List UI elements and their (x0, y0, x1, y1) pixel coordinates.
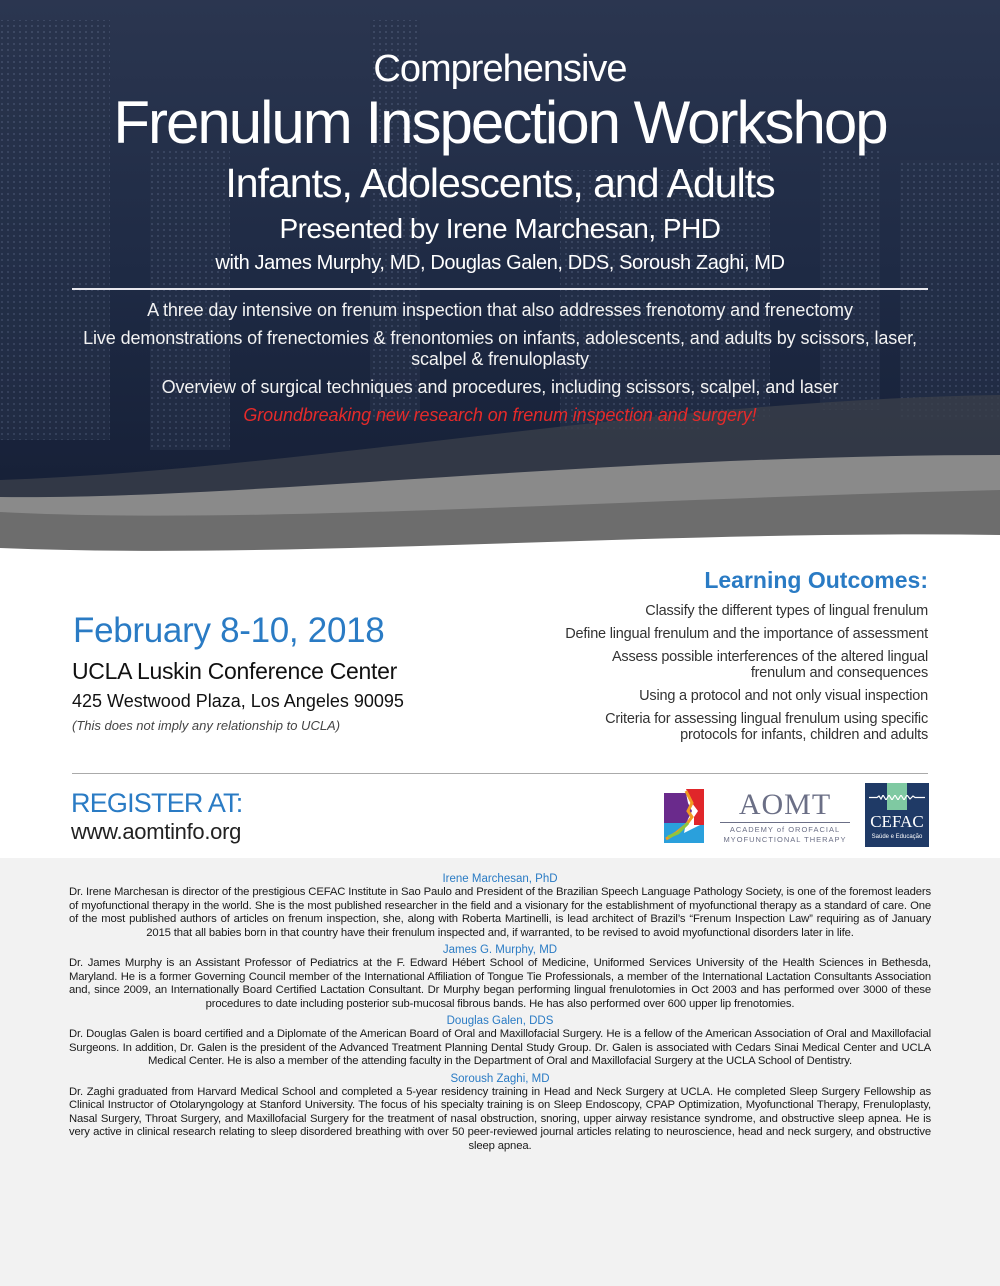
event-date: February 8-10, 2018 (73, 611, 385, 650)
outcome-item: Assess possible interferences of the altered lingual frenulum and consequences (611, 649, 928, 681)
bio-name: Irene Marchesan, PhD (442, 873, 558, 885)
aomt-logo (718, 790, 852, 845)
highlight-item: Overview of surgical techniques and procedures, including scissors, scalpel, and laser (161, 377, 839, 397)
speaker-bios (0, 858, 1000, 1286)
learning-outcomes-title: Learning Outcomes: (704, 567, 928, 593)
aomt-logo-rule (720, 822, 850, 823)
outcome-item: Using a protocol and not only visual inspection (639, 688, 928, 704)
hero-banner (0, 0, 1000, 560)
bio-item (69, 943, 931, 1011)
bio-item (69, 1072, 931, 1154)
learning-outcomes-list (508, 603, 928, 750)
event-disclaimer: (This does not imply any relationship to UCLA) (72, 718, 341, 733)
highlights-list (40, 300, 960, 433)
bio-text: Dr. Douglas Galen is board certified and a Diplomate of the American Board of Oral and Maxillofacial Surgery. He is a fellow of the American Association of Oral and Maxillofacial Surgeons. In addition, Dr. Galen is the president of the Advanced Treatment Planning Dental Study Group. Dr. Galen is associated with Cedars Sinai Medical Center and UCLA Medical Center. He is also a member of the attending faculty in the Department of Oral and Maxillofacial Surgery at the UCLA School of Dentistry. (69, 1028, 931, 1067)
section-divider (72, 773, 928, 774)
highlight-item: Live demonstrations of frenectomies & frenontomies on infants, adolescents, and adults by scissors, laser, scalpel & frenuloplasty (83, 328, 917, 369)
cefac-logo-name: CEFAC (870, 812, 924, 831)
event-address: 425 Westwood Plaza, Los Angeles 90095 (72, 691, 404, 711)
presenter: Presented by Irene Marchesan, PHD (279, 213, 721, 244)
page-title: Frenulum Inspection Workshop (113, 89, 887, 156)
aomt-logo-line-2: MYOFUNCTIONAL THERAPY (723, 835, 847, 844)
bio-text: Dr. Zaghi graduated from Harvard Medical School and completed a 5-year residency training in Head and Neck Surgery at UCLA. He completed Sleep Surgery Fellowship as Clinical Instructor of Otolaryngology at Stanford University. The focus of his specialty training is on Sleep Endoscopy, CPAP Optimization, Myofunctional Therapy, Frenuloplasty, Nasal Surgery, Throat Surgery, and Maxillofacial Surgery for the treatment of nasal obstruction, snoring, upper airway resistance syndrome, and obstructive sleep apnea. He is very active in clinical research relating to sleep disordered breathing with over 50 peer-reviewed journal articles relating to neuroscience, head and neck surgery, and obstructive sleep apnea. (69, 1085, 931, 1152)
outcome-item: Criteria for assessing lingual frenulum using specific protocols for infants, children and adults (605, 711, 928, 743)
bio-item (69, 858, 931, 940)
aomt-logo-name: AOMT (738, 788, 832, 821)
highlight-item-emphasis: Groundbreaking new research on frenum inspection and surgery! (243, 405, 757, 425)
title-line-1: Comprehensive (373, 48, 627, 90)
hero-divider (72, 288, 928, 290)
cefac-logo (865, 783, 929, 847)
outcome-item: Define lingual frenulum and the importance of assessment (565, 626, 928, 642)
cefac-logo-tagline: Saúde e Educação (871, 834, 923, 840)
sound-wave-icon (869, 795, 925, 800)
register-link[interactable]: www.aomtinfo.org (71, 819, 242, 844)
event-venue: UCLA Luskin Conference Center (72, 658, 397, 684)
bio-item (69, 1014, 931, 1069)
outcome-item: Classify the different types of lingual frenulum (645, 603, 928, 619)
bio-name: James G. Murphy, MD (442, 944, 558, 956)
co-presenters: with James Murphy, MD, Douglas Galen, DDS, Soroush Zaghi, MD (215, 252, 785, 274)
bio-text: Dr. Irene Marchesan is director of the prestigious CEFAC Institute in Sao Paulo and President of the Brazilian Speech Language Pathology Society, is one of the foremost leaders of myofunctional therapy in the world. She is the most published researcher in the field and a visionary for the establishment of myofunctional therapy as a standard of care. One of the most published authors of articles on frenum inspection, she, along with Roberta Martinelli, is lead architect of Brazil’s “Frenum Inspection Law” requiring as of January 2015 that all babies born in that country have their frenulum inspected and, if warranted, to be revised to avoid myofunctional disorders later in life. (69, 886, 931, 939)
bio-name: Soroush Zaghi, MD (450, 1072, 550, 1085)
aomt-logo-line-1: ACADEMY of OROFACIAL (729, 825, 841, 834)
aomt-logo-icon (664, 789, 712, 843)
bio-name: Douglas Galen, DDS (446, 1015, 554, 1027)
subtitle: Infants, Adolescents, and Adults (225, 160, 775, 206)
highlight-item: A three day intensive on frenum inspection that also addresses frenotomy and frenectomy (147, 300, 853, 320)
bio-text: Dr. James Murphy is an Assistant Professor of Pediatrics at the F. Edward Hébert School of Medicine, Uniformed Services University of the Health Sciences in Bethesda, Maryland. He is a former Governing Council member of the International Affiliation of Tongue Tie Professionals, a member of the International Lactation Consultants Association and, since 2009, an Internationally Board Certified Lactation Consultant. Dr Murphy began performing lingual frenulotomies in Oct 2003 and has performed over 3000 of these procedures to date including posterior sub-mucosal fibrous bands. He has also performed over 600 upper lip frenotomies. (69, 957, 931, 1010)
register-label: REGISTER AT: (71, 788, 243, 818)
